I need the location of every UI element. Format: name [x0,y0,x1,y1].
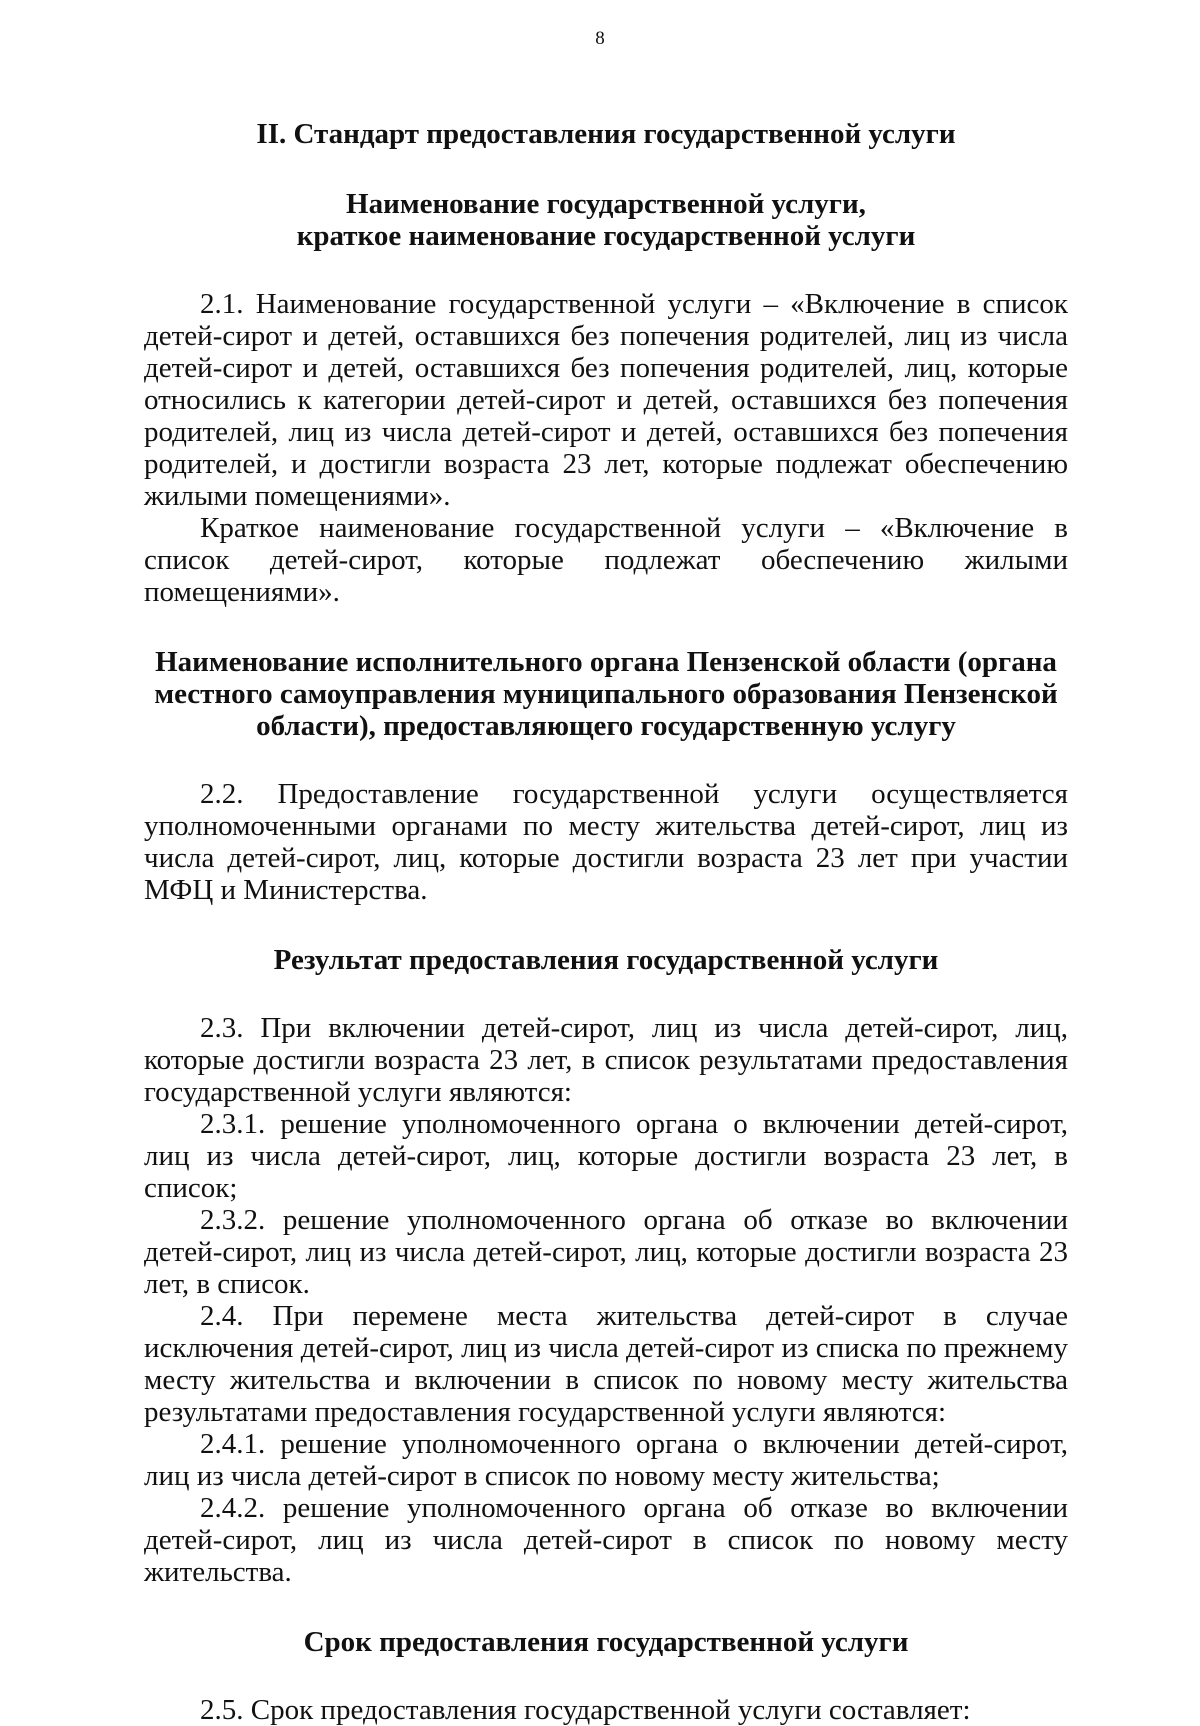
heading-line: Наименование исполнительного органа Пензенской области (органа [155,646,1057,678]
heading-line: краткое наименование государственной услуги [296,220,916,252]
heading-service-name [144,188,1068,252]
section-title: II. Стандарт предоставления государственной услуги [256,118,956,150]
paragraph-2-4: 2.4. При перемене места жительства детей-сирот в случае исключения детей-сирот, лиц из числа детей-сирот из списка по прежнему месту жительства и включении в список по новому месту жительства результатами предоставления государственной услуги являются: [144,1300,1068,1428]
heading-service-result [144,944,1068,976]
paragraph-2-5: 2.5. Срок предоставления государственной услуги составляет: [200,1694,971,1726]
paragraph-2-3-1: 2.3.1. решение уполномоченного органа о включении детей-сирот, лиц из числа детей-сирот, лиц, которые достигли возраста 23 лет, в список; [144,1108,1068,1204]
heading-service-provider [144,646,1068,742]
page-number: 8 [595,28,605,49]
paragraph-2-1: 2.1. Наименование государственной услуги – «Включение в список детей-сирот и детей, оставшихся без попечения родителей, лиц из числа детей-сирот и детей, оставшихся без попечения родителей, лиц, которые относились к категории детей-сирот и детей, оставшихся без попечения родителей, лиц из числа детей-сирот и детей, оставшихся без попечения родителей, и достигли возраста 23 лет, которые подлежат обеспечению жилыми помещениями». [144,288,1068,512]
paragraph-2-3-2: 2.3.2. решение уполномоченного органа об отказе во включении детей-сирот, лиц из числа детей-сирот, лиц, которые достигли возраста 23 лет, в список. [144,1204,1068,1300]
paragraph-2-4-2: 2.4.2. решение уполномоченного органа об отказе во включении детей-сирот, лиц из числа детей-сирот в список по новому месту жительства. [144,1492,1068,1588]
paragraph-short-name: Краткое наименование государственной услуги – «Включение в список детей-сирот, которые подлежат обеспечению жилыми помещениями». [144,512,1068,608]
heading-line: местного самоуправления муниципального образования Пензенской [154,678,1058,710]
paragraph-2-3: 2.3. При включении детей-сирот, лиц из числа детей-сирот, лиц, которые достигли возраста 23 лет, в список результатами предоставления государственной услуги являются: [144,1012,1068,1108]
heading-service-term [144,1626,1068,1658]
heading-line: Результат предоставления государственной услуги [273,944,939,976]
paragraph-2-2: 2.2. Предоставление государственной услуги осуществляется уполномоченными органами по месту жительства детей-сирот, лиц из числа детей-сирот, лиц, которые достигли возраста 23 лет при участии МФЦ и Министерства. [144,778,1068,906]
heading-line: Срок предоставления государственной услуги [303,1626,909,1658]
document-content [144,118,1068,1726]
paragraph-2-4-1: 2.4.1. решение уполномоченного органа о включении детей-сирот, лиц из числа детей-сирот в список по новому месту жительства; [144,1428,1068,1492]
heading-line: Наименование государственной услуги, [346,188,866,220]
heading-line: области), предоставляющего государственную услугу [256,710,956,742]
